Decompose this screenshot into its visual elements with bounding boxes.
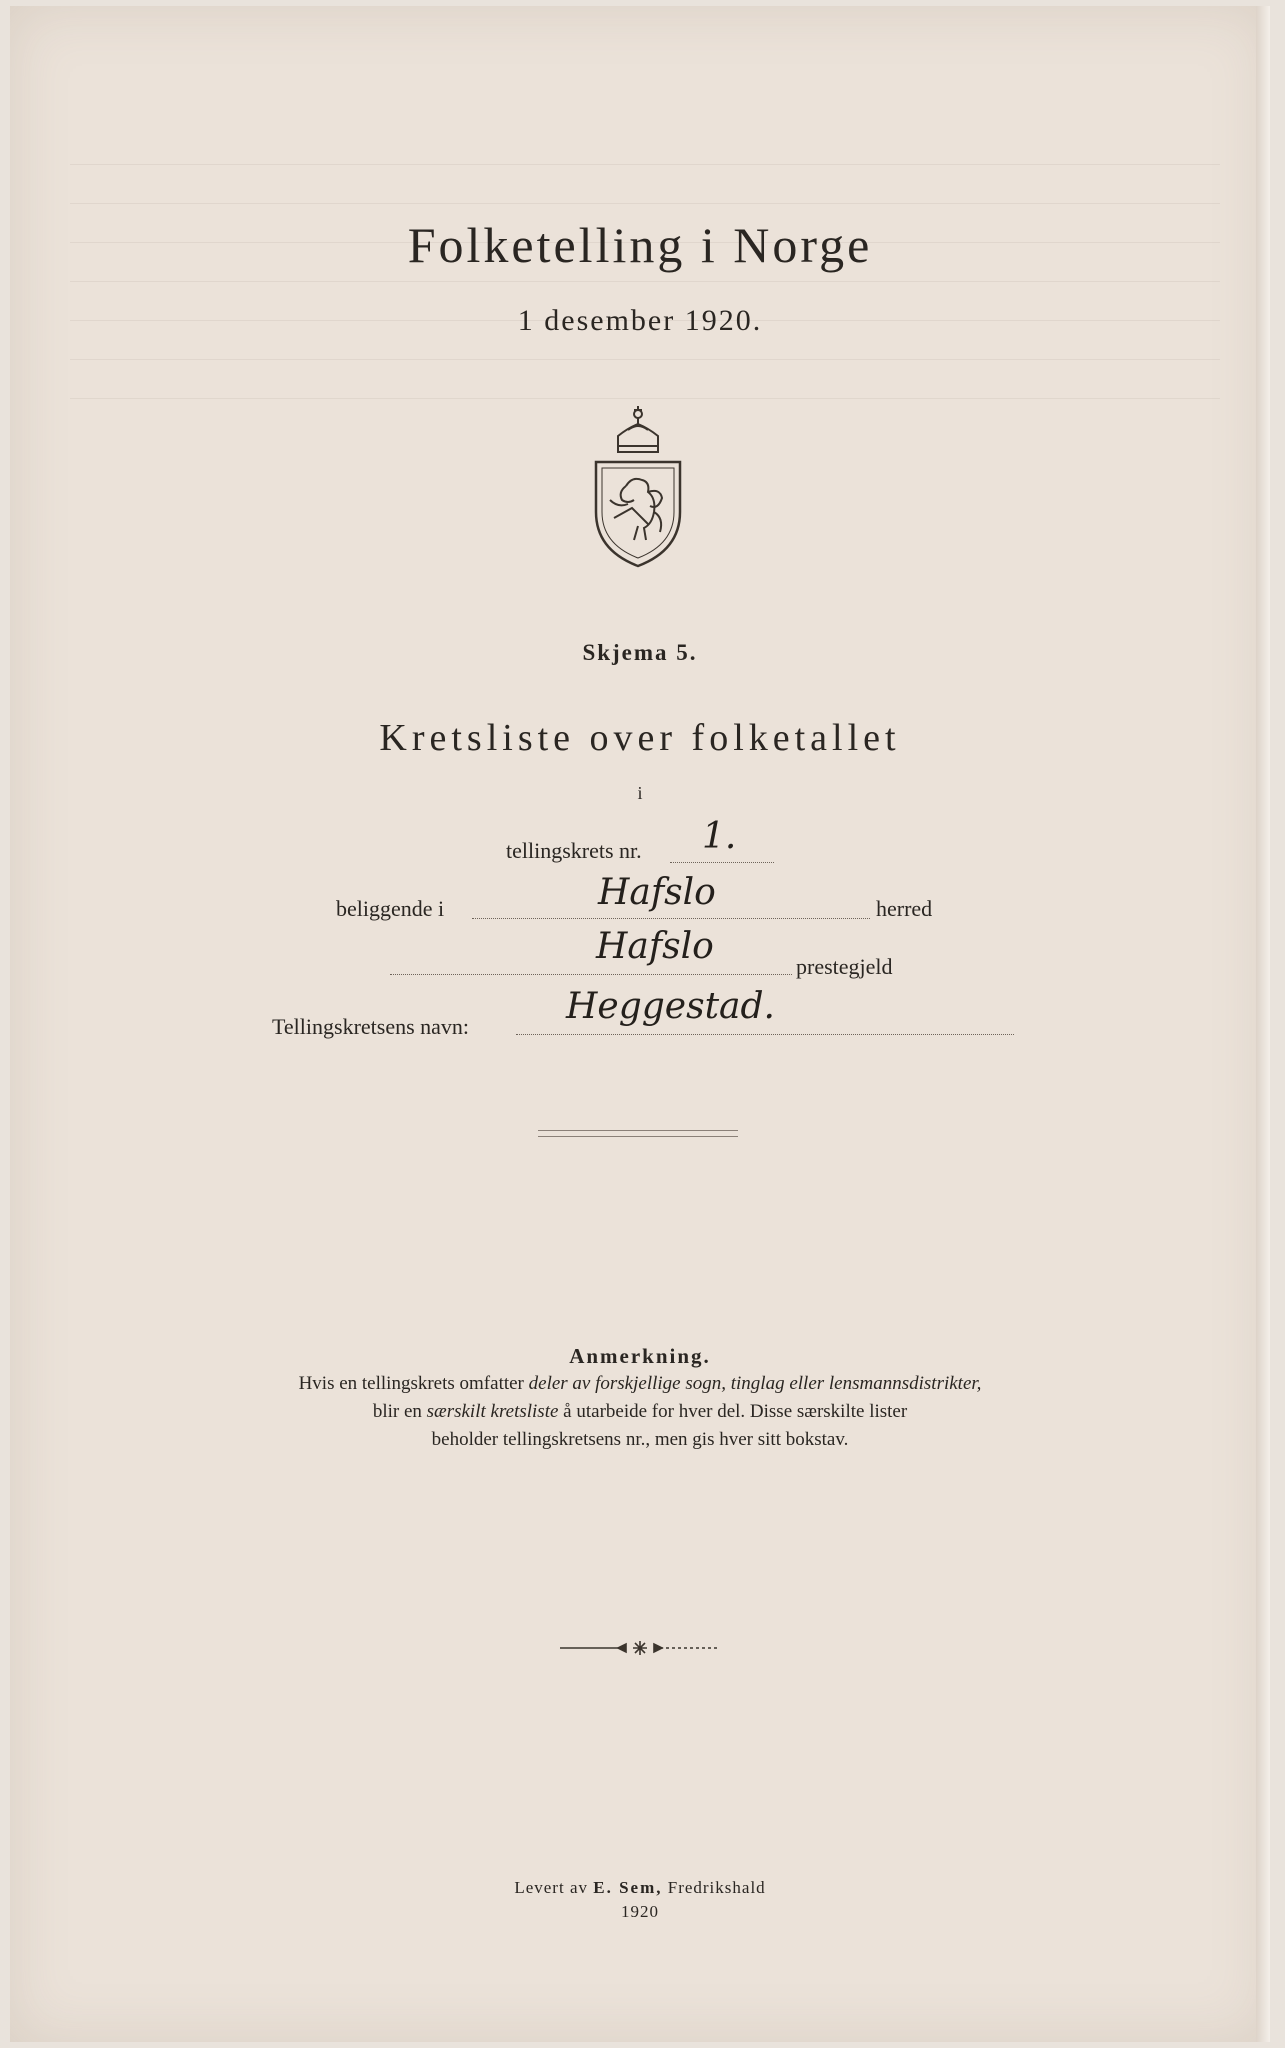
printer-year: 1920 bbox=[621, 1902, 659, 1921]
divider-rule bbox=[538, 1136, 738, 1137]
parish-label: prestegjeld bbox=[796, 954, 893, 979]
document-title: Folketelling i Norge bbox=[407, 217, 873, 273]
census-form-page bbox=[10, 6, 1270, 2042]
district-number-label: tellingskrets nr. bbox=[506, 838, 642, 863]
printer-line: Levert av E. Sem, Fredrikshald bbox=[514, 1878, 766, 1897]
district-name-field-line bbox=[516, 1034, 1014, 1035]
schema-label: Skjema 5. bbox=[582, 640, 698, 665]
remark-line-1: Hvis en tellingskrets omfatter deler av forskjellige sogn, tinglag eller lensmannsdistrikter, bbox=[298, 1373, 982, 1394]
remark-line-3: beholder tellingskretsens nr., men gis hver sitt bokstav. bbox=[431, 1429, 849, 1450]
bleed-through-lines bbox=[70, 126, 1220, 446]
located-in-field-line bbox=[472, 918, 870, 919]
parish-value: Hafslo bbox=[596, 926, 714, 967]
district-name-value: Heggestad. bbox=[566, 986, 775, 1027]
divider-rule bbox=[538, 1130, 738, 1131]
remark-text bbox=[10, 1370, 1270, 1454]
herred-label: herred bbox=[876, 896, 933, 921]
remark-line-2: blir en særskilt kretsliste å utarbeide for hver del. Disse særskilte lister bbox=[372, 1401, 908, 1422]
form-subtitle: Kretsliste over folketallet bbox=[379, 717, 901, 759]
district-name-label: Tellingskretsens navn: bbox=[272, 1014, 470, 1039]
parish-field-line bbox=[390, 974, 792, 975]
district-number-value: 1. bbox=[702, 816, 737, 857]
district-number-field-line bbox=[670, 862, 774, 863]
located-in-value: Hafslo bbox=[598, 872, 716, 913]
preposition: i bbox=[637, 783, 643, 803]
ornament-divider-icon bbox=[558, 1638, 722, 1658]
remark-heading: Anmerkning. bbox=[569, 1344, 711, 1368]
printer-imprint bbox=[10, 1876, 1270, 1924]
census-date: 1 desember 1920. bbox=[517, 304, 763, 337]
norwegian-coat-of-arms-icon bbox=[588, 400, 688, 572]
located-in-label: beliggende i bbox=[336, 896, 445, 921]
